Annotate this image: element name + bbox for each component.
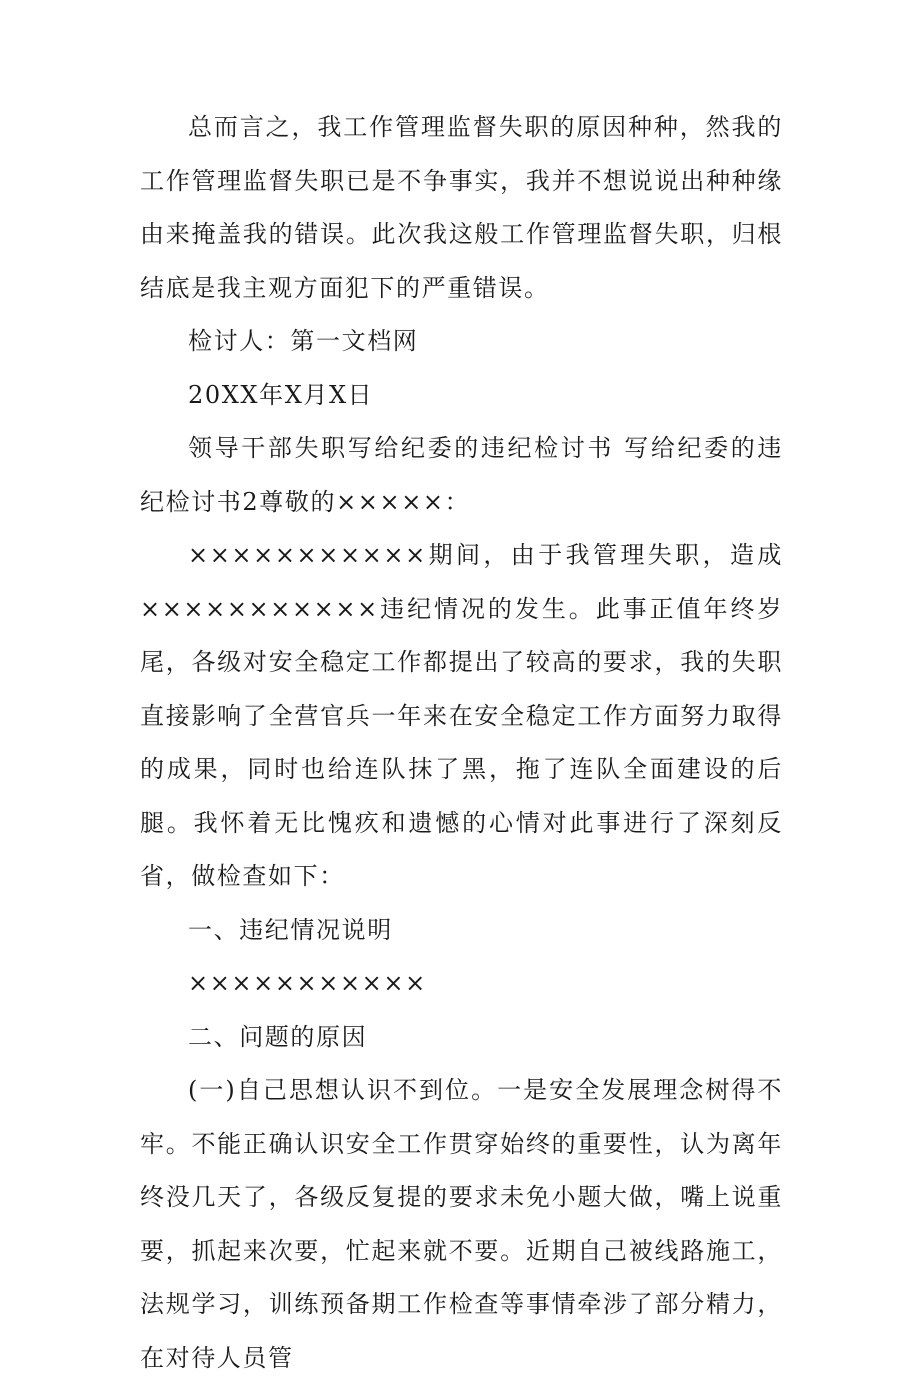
section-heading-violation: 一、违纪情况说明 [188,915,393,944]
date-line: 20XX年X月X日 [188,380,374,409]
redacted-details: ××××××××××× [188,969,427,997]
signature-line: 检讨人：第一文档网 [188,327,419,355]
document-title-line: 领导干部失职写给纪委的违纪检讨书 写给纪委的违纪检讨书2尊敬的×××××： [140,434,783,516]
paragraph-conclusion: 总而言之，我工作管理监督失职的原因种种，然我的工作管理监督失职已是不争事实，我并不想说说出种种缘由来掩盖我的错误。此次我这般工作管理监督失职，归根结底是我主观方面犯下的严重错误。 [140,113,783,302]
document-body [140,101,783,1385]
paragraph-incident: ×××××××××××期间，由于我管理失职，造成×××××××××××违纪情况的发生。此事正值年终岁尾，各级对安全稳定工作都提出了较高的要求，我的失职直接影响了全营官兵一年来在安全稳定工作方面努力取得的成果，同时也给连队抹了黑，拖了连队全面建设的后腿。我怀着无比愧疚和遗憾的心情对此事进行了深刻反省，做检查如下： [140,541,783,890]
section-heading-causes: 二、问题的原因 [188,1022,368,1051]
paragraph-cause-one: (一)自己思想认识不到位。一是安全发展理念树得不牢。不能正确认识安全工作贯穿始终的重要性，认为离年终没几天了，各级反复提的要求未免小题大做，嘴上说重要，抓起来次要，忙起来就不要。近期自己被线路施工，法规学习，训练预备期工作检查等事情牵涉了部分精力，在对待人员管 [140,1076,783,1372]
